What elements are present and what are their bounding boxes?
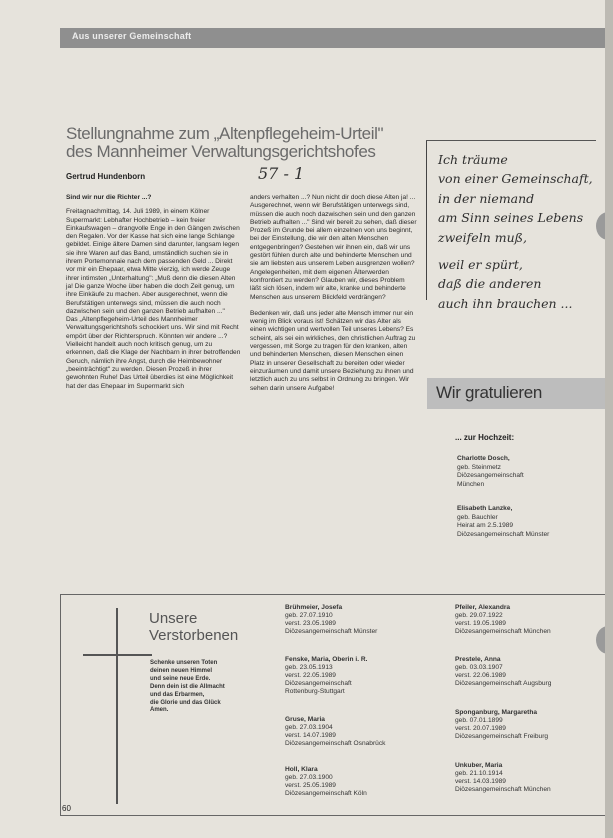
verse-line: die Glorie und das Glück <box>150 699 221 706</box>
deceased-detail: geb. 27.03.1900 <box>285 774 333 782</box>
congrats-detail: geb. Bauchler <box>457 513 498 521</box>
deceased-detail: geb. 29.07.1922 <box>455 612 503 620</box>
deceased-detail: Diözesangemeinschaft München <box>455 628 551 636</box>
deceased-detail: Diözesangemeinschaft Köln <box>285 790 367 798</box>
section-label: Aus unserer Gemeinschaft <box>72 31 192 41</box>
article-column-1 <box>66 194 243 391</box>
deceased-detail: Diözesangemeinschaft Freiburg <box>455 733 549 741</box>
deceased-name: Pfeiler, Alexandra <box>455 604 511 611</box>
congrats-detail: Diözesangemeinschaft Münster <box>457 530 550 538</box>
deceased-detail: geb. 03.03.1907 <box>455 664 503 672</box>
deceased-detail: verst. 22.06.1989 <box>455 672 506 680</box>
deceased-detail: verst. 20.07.1989 <box>455 725 506 733</box>
cross-icon-bar <box>83 654 152 656</box>
deceased-detail: geb. 21.10.1914 <box>455 770 503 778</box>
verse-line: deinen neuen Himmel <box>150 667 213 674</box>
deceased-detail: verst. 23.05.1989 <box>285 620 336 628</box>
quote-line: in der niemand <box>438 190 535 206</box>
congrats-name: Charlotte Dosch, <box>457 455 510 462</box>
congrats-detail: Diözesangemeinschaft <box>457 472 524 479</box>
deceased-title <box>149 610 238 644</box>
congratulations-entry <box>457 455 607 489</box>
congratulations-occasion: ... zur Hochzeit: <box>455 433 515 442</box>
congrats-name: Elisabeth Lanzke, <box>457 505 513 512</box>
congratulations-entry <box>457 505 607 539</box>
cross-icon <box>116 608 118 804</box>
article-paragraph: Freitagnachmittag, 14. Juli 1989, in einem Kölner Supermarkt: Lebhafter Hochbetrieb – kein freier Einkaufswagen – drangvolle Enge in den Gängen zwischen den Regalen. Vor der Kasse hat sich eine lange Schlange gebildet. Einige ältere Damen sind darunter, langsam legen sie ihre Waren auf das Band, umständlich suchen sie in ihrem Portemonnaie nach dem passenden Geld ... Direkt vor mir ein Ehepaar, etwa Mitte vierzig, ich werde Zeuge ihrer intimsten „Unterhaltung": „Muß denn die diesen Alten ja! Die ganze Woche über haben die doch Zeit genug, um ihre Einkäufe zu machen. Aber ausgerechnet, wenn die Berufstätigen unterwegs sind, müssen die auch noch dazwischen sein und den ganzen Betrieb aufhalten ..." <box>66 208 240 315</box>
article-kicker: Sind wir nur die Richter ...? <box>66 194 152 201</box>
verse-line: Schenke unseren Toten <box>150 660 218 666</box>
quote-line: daß die anderen <box>438 276 542 292</box>
deceased-detail: geb. 23.05.1913 <box>285 664 333 672</box>
deceased-name: Fenske, Maria, Oberin i. R. <box>285 656 368 663</box>
deceased-detail: Diözesangemeinschaft Osnabrück <box>285 740 386 748</box>
deceased-detail: verst. 14.03.1989 <box>455 778 506 786</box>
deceased-entry <box>285 716 445 748</box>
deceased-detail: verst. 19.05.1989 <box>455 620 506 628</box>
article-author: Gertrud Hundenborn <box>66 172 146 181</box>
article-headline <box>66 125 426 161</box>
deceased-detail: Diözesangemeinschaft <box>285 680 352 688</box>
deceased-entry <box>455 762 613 794</box>
deceased-entry <box>285 604 445 636</box>
congrats-detail: Heirat am 2.5.1989 <box>457 522 514 529</box>
deceased-name: Sponganburg, Margaretha <box>455 709 538 716</box>
deceased-title-line: Unsere <box>149 610 198 627</box>
quote-line: von einer Gemeinschaft, <box>438 171 593 187</box>
deceased-detail: Diözesangemeinschaft Münster <box>285 628 378 636</box>
deceased-detail: Rottenburg-Stuttgart <box>285 688 345 696</box>
deceased-name: Brühmeier, Josefa <box>285 604 343 611</box>
deceased-detail: geb. 07.01.1899 <box>455 717 503 725</box>
deceased-entry <box>455 709 613 741</box>
verse-line: Amen. <box>150 707 169 714</box>
headline-line: Stellungnahme zum „Altenpflegeheim-Urteil" <box>66 124 384 143</box>
deceased-detail: verst. 22.05.1989 <box>285 672 336 680</box>
deceased-detail: Diözesangemeinschaft Augsburg <box>455 680 552 688</box>
page-number: 60 <box>62 804 71 813</box>
verse-line: und das Erbarmen, <box>150 691 205 698</box>
congrats-detail: geb. Steinmetz <box>457 463 501 471</box>
article-paragraph: Das „Altenpflegeheim-Urteil des Mannheimer Verwaltungsgerichtshofs schockiert uns. Wir sind mit Recht empört über der Richterspruch. Könnten wir andere ...? Vielleicht handelt auch noch kritisch genug, um zu erkennen, daß die Klage der Nachbarn in ihrer betroffenden Geruch, nämlich ihre Angst, durch die Heimbewohner „beeinträchtigt" zu werden. Diesen Prozeß in ihrer gewohnten Ruhe! Das Urteil überdies ist eine Möglichkeit hat der das Ehepaar im Supermarkt sich <box>66 316 241 390</box>
page-edge-shadow <box>605 0 613 838</box>
deceased-entry <box>285 766 445 798</box>
quote-line: auch ihn brauchen ... <box>438 295 573 311</box>
deceased-detail: verst. 14.07.1989 <box>285 732 336 740</box>
quote-line: Ich träume <box>438 152 508 167</box>
deceased-detail: verst. 25.05.1989 <box>285 782 336 790</box>
deceased-verse <box>150 660 265 715</box>
verse-line: Denn dein ist die Allmacht <box>150 683 225 690</box>
deceased-entry <box>285 656 445 696</box>
quote-divider <box>426 140 427 300</box>
article-paragraph: Bedenken wir, daß uns jeder alte Mensch immer nur ein wenig im Blick voraus ist! Schätzen wir das Alter als einen wichtigen und wertvollen Teil unseres Lebens? Es scheint, als sei ein wirkliches, den christlichen Auftrag zu vergessen, mit Sorge zu tragen für den kranken, alten und behinderten Menschen, diesen Menschen einen Platz in unserer Gesellschaft zu bereiten oder wieder einzuräumen und damit unsere Beziehung zu ihnen und letztlich auch zu uns selbst in Ordnung zu bringen. Wir sehen darin unsere Aufgabe! <box>250 309 416 392</box>
congrats-detail: München <box>457 480 485 488</box>
deceased-detail: geb. 27.07.1910 <box>285 612 333 620</box>
article-column-2 <box>250 194 417 393</box>
deceased-entry <box>455 604 613 636</box>
deceased-name: Holl, Klara <box>285 766 318 773</box>
quote-line: am Sinn seines Lebens <box>438 210 584 226</box>
deceased-detail: geb. 27.03.1904 <box>285 724 333 732</box>
headline-line: des Mannheimer Verwaltungsgerichtshofes <box>66 142 376 161</box>
deceased-detail: Diözesangemeinschaft München <box>455 786 551 794</box>
verse-line: und seine neue Erde. <box>150 675 211 682</box>
quote-line: zweifeln muß, <box>438 229 527 245</box>
deceased-entry <box>455 656 613 688</box>
quote-line: weil er spürt, <box>438 257 523 273</box>
deceased-name: Unkuber, Maria <box>455 762 503 769</box>
deceased-name: Gruse, Maria <box>285 716 325 723</box>
deceased-name: Prestele, Anna <box>455 656 501 663</box>
congratulations-title: Wir gratulieren <box>436 383 543 402</box>
quote-box <box>438 150 608 313</box>
deceased-title-line: Verstorbenen <box>149 627 239 644</box>
handwritten-note: 57 - 1 <box>258 164 305 183</box>
article-paragraph: anders verhalten ...? Nun nicht dir doch diese Alten ja! ... Ausgerechnet, wenn wir Berufstätigen unterwegs sind, müssen die auch noch dazwischen sein und den ganzen Betrieb aufhalten ..." Sind wir bereit zu sehen, daß dieser Prozeß im Grunde bei allem einzelnen von uns beginnt, bei der Einstellung, die wir den alten Menschen entgegenbringen? Gestehen wir ihnen ein, daß wir uns gestört fühlen durch alte und behinderte Menschen und sie am liebsten aus unserem Leben ausgrenzen wollen? Angelegenheiten, mit dem eigenen Älterwerden konfrontiert zu werden? Glauben wir, dieses Problem läßt sich lösen, indem wir alte, kranke und behinderte Menschen aus unserem Blickfeld verdrängen? <box>250 194 417 301</box>
quote-top-rule <box>426 140 596 141</box>
